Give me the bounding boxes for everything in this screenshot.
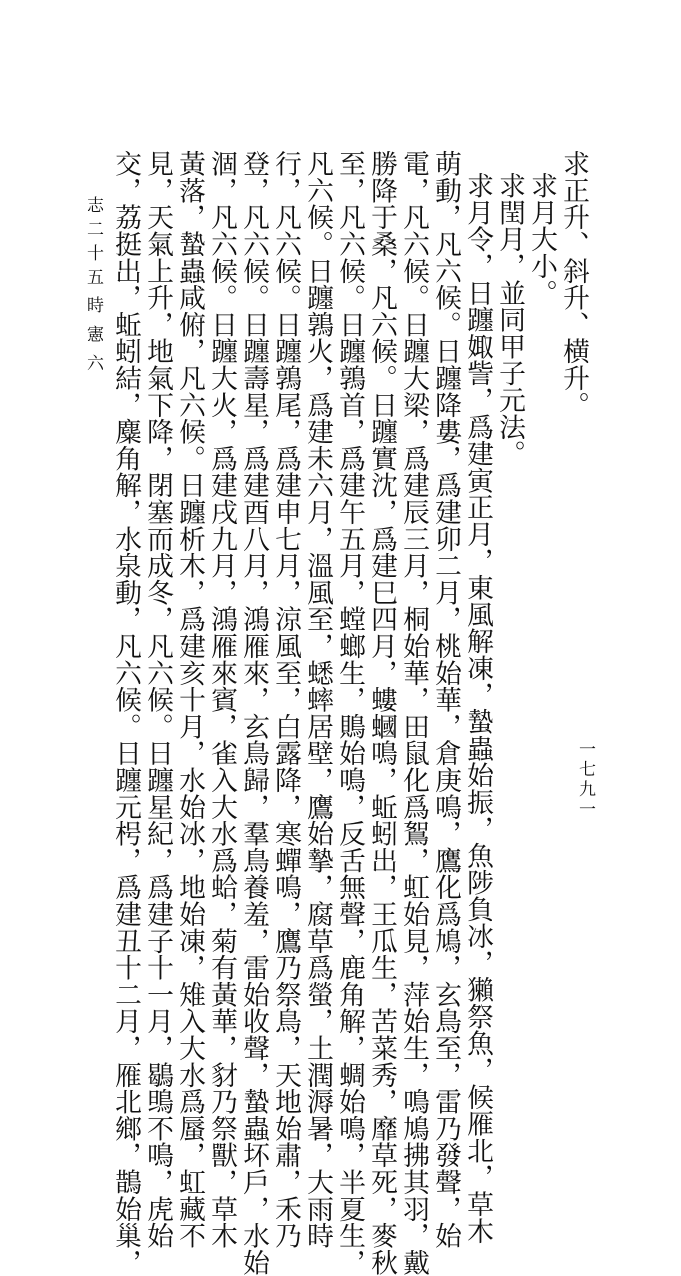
text-column-5: 萌動，凡六候。日躔降婁，爲建卯二月，桃始華，倉庚鳴，鷹化爲鳩，玄鳥至，雷乃發聲，始 bbox=[430, 150, 461, 1249]
text-column-12: 涸，凡六候。日躔大火，爲建戌九月，鴻雁來賓，雀入大水爲蛤，菊有黃華，豺乃祭獸，草木 bbox=[206, 150, 237, 1249]
text-column-4: 求月令，日躔娵訾，爲建寅正月，東風解凍，蟄蟲始振，魚陟負冰，獺祭魚，候雁北，草木 bbox=[462, 172, 493, 1244]
section-label: 時憲六 bbox=[83, 296, 103, 383]
text-column-10: 行，凡六候。日躔鶉尾，爲建申七月，涼風至，白露降，寒蟬鳴，鷹乃祭鳥，天地始肅，禾乃 bbox=[270, 150, 301, 1249]
text-column-13: 黃落，蟄蟲咸俯，凡六候。日躔析木，爲建亥十月，水始冰，地始凍，雉入大水爲蜃，虹藏不 bbox=[174, 150, 205, 1249]
chapter-label: 志二十五 bbox=[83, 196, 103, 292]
text-column-14: 見，天氣上升，地氣下降，閉塞而成冬，凡六候。日躔星紀，爲建子十一月，鶡鴠不鳴，虎始 bbox=[142, 150, 173, 1249]
text-column-8: 至，凡六候。日躔鶉首，爲建午五月，螳螂生，鵙始鳴，反舌無聲，鹿角解，蜩始鳴，半夏生， bbox=[334, 150, 365, 1276]
text-column-2: 求月大小。 bbox=[526, 172, 557, 306]
text-column-7: 勝降于桑，凡六候。日躔實沈，爲建巳四月，螻蟈鳴，蚯蚓出，王瓜生，苦菜秀，靡草死，麥秋 bbox=[366, 150, 397, 1276]
text-column-15: 交，荔挺出，蚯蚓結，麋角解，水泉動，凡六候。日躔元枵，爲建丑十二月，雁北鄉，鵲始巢， bbox=[110, 150, 141, 1276]
text-column-6: 電，凡六候。日躔大梁，爲建辰三月，桐始華，田鼠化爲鴽，虹始見，萍始生，鳴鳩拂其羽，戴 bbox=[398, 150, 429, 1276]
text-column-3: 求閏月，並同甲子元法。 bbox=[494, 172, 525, 467]
text-column-9: 凡六候。日躔鶉火，爲建未六月，溫風至，蟋蟀居壁，鷹始摯，腐草爲螢，土潤溽暑，大雨時 bbox=[302, 150, 333, 1249]
text-column-1: 求正升、斜升、横升。 bbox=[558, 150, 589, 418]
page-number: 一七九一 bbox=[575, 740, 595, 820]
text-column-11: 登，凡六候。日躔壽星，爲建酉八月，鴻雁來，玄鳥歸，羣鳥養羞，雷始收聲，蟄蟲坏戶，水始 bbox=[238, 150, 269, 1276]
